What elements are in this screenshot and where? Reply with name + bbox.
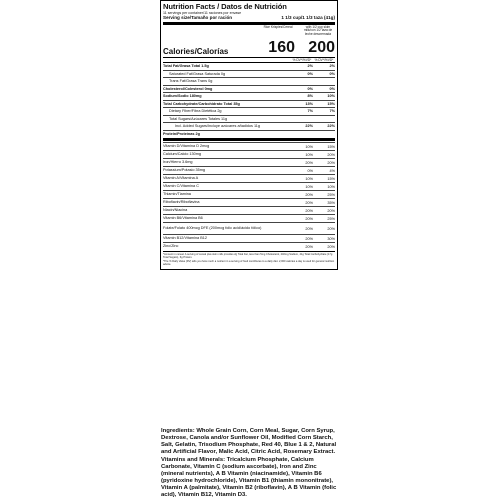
vitamin-row [163, 182, 335, 190]
vitamin-dv-cereal: 20% [305, 226, 313, 231]
vitamin-row [163, 158, 335, 166]
serving-size-row [163, 15, 335, 20]
vitamin-dv-with-milk: 15% [327, 176, 335, 181]
vitamin-dv-cereal: 20% [305, 208, 313, 213]
vitamin-row [163, 242, 335, 250]
nutrient-row [163, 130, 335, 138]
vitamin-row [163, 150, 335, 158]
nutrient-list [163, 62, 335, 137]
vitamin-row [163, 234, 335, 242]
vitamin-row [163, 142, 335, 150]
vitamin-label: Calcium/Calcio 130mg [163, 152, 201, 157]
vitamin-dv-with-milk: 25% [327, 216, 335, 221]
serving-size-label: Serving size/Tamaño por ración [163, 15, 233, 21]
nutrient-row [163, 107, 335, 115]
calories-values [265, 40, 335, 56]
vitamin-dv-with-milk: 10% [327, 184, 335, 189]
nutrient-label: Dietary Fiber/Fibra Dietética 2g [169, 109, 222, 114]
vitamin-dv-cereal: 0% [307, 168, 313, 173]
nutrient-label: Total Carbohydrate/Carbohidrato Total 35g [163, 101, 240, 106]
vitamin-dv-with-milk: 20% [327, 160, 335, 165]
nutrition-facts-label [160, 0, 338, 270]
dv-header-2: % DV*/%VD* [314, 57, 334, 62]
vitamin-list [163, 142, 335, 250]
vitamin-dv-cereal: 10% [305, 184, 313, 189]
vitamin-label: Vitamin B6/Vitamina B6 [163, 216, 203, 221]
vitamin-dv-cereal: 10% [305, 152, 313, 157]
calories-cereal: 160 [268, 38, 295, 56]
nutrient-row [163, 92, 335, 100]
nutrient-row [163, 62, 335, 70]
nutrient-dv-with-milk: 7% [329, 109, 335, 114]
vitamin-label: Folate/Folato 400mcg DFE (200mcg folic acid/ácido fólico) [163, 226, 262, 231]
vitamin-label: Potassium/Potasio 35mg [163, 168, 205, 173]
nutrient-dv-cereal: 0% [307, 86, 313, 91]
calories-label: Calories/Calorías [163, 46, 229, 56]
vitamin-label: Riboflavin/Riboflavina [163, 200, 200, 205]
vitamin-row [163, 198, 335, 206]
vitamin-label: Vitamin C/Vitamina C [163, 184, 199, 189]
nutrient-label: Total Fat/Grasa Total 1.5g [163, 64, 209, 69]
nutrient-dv-with-milk: 10% [327, 94, 335, 99]
column-headers [163, 26, 335, 37]
nutrient-dv-cereal: 13% [305, 101, 313, 106]
vitamin-dv-cereal: 20% [305, 236, 313, 241]
footnotes [163, 251, 335, 266]
vitamin-label: Vitamin A/Vitamina A [163, 176, 199, 181]
vitamin-label: Vitamin D/Vitamina D 2mcg [163, 144, 210, 149]
nutrient-label: Sodium/Sodio 180mg [163, 94, 202, 99]
nutrient-label: Protein/Proteínas 2g [163, 131, 200, 136]
nutrient-row [163, 70, 335, 78]
vitamin-dv-with-milk: 15% [327, 144, 335, 149]
nutrient-dv-with-milk: 0% [329, 71, 335, 76]
vitamin-dv-cereal: 20% [305, 160, 313, 165]
serving-size-value: 1 1/3 cup/1 1/3 taza (41g) [281, 15, 335, 21]
nutrition-panel [160, 0, 340, 500]
vitamin-row [163, 190, 335, 198]
nutrient-label: Incl. Added Sugars/Incluye azúcares añadidos 11g [175, 124, 260, 129]
nutrient-dv-cereal: 7% [307, 109, 313, 114]
nutrient-label: Trans Fat/Grasa Trans 0g [169, 79, 213, 84]
vitamin-row [163, 166, 335, 174]
vitamin-dv-with-milk: 20% [327, 244, 335, 249]
dv-header-1: % DV*/%VD* [292, 57, 312, 62]
nutrient-row [163, 115, 335, 123]
footnote-amount: *Amount in cereal. A serving of cereal plus skim milk provides 2g Total Fat, less than 5mg Cholesterol, 240mg Sodium, 41g Total Carbohydrate (17g Total Sugars), 6g Protein. [163, 253, 333, 260]
vitamin-row [163, 174, 335, 182]
vitamin-row [163, 214, 335, 222]
calories-row [163, 37, 335, 56]
vitamin-dv-with-milk: 35% [327, 200, 335, 205]
vitamin-label: Vitamin B12/Vitamina B12 [163, 236, 207, 241]
vitamin-label: Zinc/Zinc [163, 244, 179, 249]
footnote-daily-value: *The % Daily Value (DV) tells you how much a nutrient in a serving of food contributes to a daily diet. 2,000 calories a day is used for general nutrition advice. [163, 260, 335, 267]
nutrient-dv-cereal: 0% [307, 71, 313, 76]
nutrient-label: Cholesterol/Colesterol 0mg [163, 86, 213, 91]
calories-with-milk: 200 [308, 38, 335, 56]
label-title: Nutrition Facts / Datos de Nutrición [163, 2, 287, 11]
divider-thick-vitamins [163, 138, 335, 141]
vitamin-dv-cereal: 20% [305, 244, 313, 249]
nutrient-dv-cereal: 8% [307, 94, 313, 99]
nutrient-row [163, 77, 335, 85]
vitamin-dv-with-milk: 4% [329, 168, 335, 173]
nutrient-dv-with-milk: 0% [329, 86, 335, 91]
nutrient-row [163, 100, 335, 108]
col1-header: Rice Krispies/Cereal [263, 24, 293, 29]
vitamin-dv-with-milk: 20% [327, 208, 335, 213]
vitamin-dv-with-milk: 30% [327, 236, 335, 241]
nutrient-label: Total Sugars/Azúcares Totales 11g [169, 116, 228, 121]
vitamin-dv-cereal: 20% [305, 216, 313, 221]
nutrient-dv-cereal: 22% [305, 124, 313, 129]
vitamins-minerals-english: Vitamins and Minerals: Tricalcium Phosphate, Calcium Carbonate, Vitamin C (sodium ascorbate), Iron and Zinc (mineral nutrients), A B Vitamin (niacinamide), Vitamin B6 (pyridoxine hydrochloride), Vitamin B1 (thiamin mononitrate), Vitamin A (palmitate), Vitamin B2 (riboflavin), A B Vitamin (folic acid), Vitamin B12, Vitamin D3. [161, 457, 337, 498]
vitamin-row [163, 206, 335, 214]
vitamin-dv-cereal: 20% [305, 200, 313, 205]
nutrient-dv-cereal: 2% [307, 64, 313, 69]
nutrient-label: Saturated Fat/Grasa Saturada 0g [169, 71, 226, 76]
nutrient-row [163, 85, 335, 93]
vitamin-dv-cereal: 10% [305, 176, 313, 181]
ingredients-english: Ingredients: Whole Grain Corn, Corn Meal, Sugar, Corn Syrup, Dextrose, Canola and/or Sunflower Oil, Modified Corn Starch, Salt, Gelatin, Trisodium Phosphate, Red 40, Blue 1 & 2, Natural and Artificial Flavor, Malic Acid, Citric Acid, Rosemary Extract. [161, 428, 337, 455]
vitamin-dv-with-milk: 20% [327, 226, 335, 231]
vitamin-label: Niacin/Niacina [163, 208, 188, 213]
vitamin-label: Iron/Hierro 3.6mg [163, 160, 193, 165]
vitamin-dv-cereal: 10% [305, 144, 313, 149]
vitamin-label: Thiamin/Tiamina [163, 192, 191, 197]
col2-header: with 1/2 cup skim milk/con 1/2 taza de leche descremada [303, 24, 333, 36]
nutrient-dv-with-milk: 22% [327, 124, 335, 129]
servings-per-container: 11 servings per container/11 raciones por envase [163, 11, 242, 15]
nutrient-row [163, 122, 335, 130]
vitamin-dv-with-milk: 25% [327, 192, 335, 197]
vitamin-row [163, 222, 335, 234]
vitamin-dv-cereal: 20% [305, 192, 313, 197]
vitamin-dv-with-milk: 20% [327, 152, 335, 157]
nutrient-dv-with-milk: 15% [327, 101, 335, 106]
nutrient-dv-with-milk: 2% [329, 64, 335, 69]
